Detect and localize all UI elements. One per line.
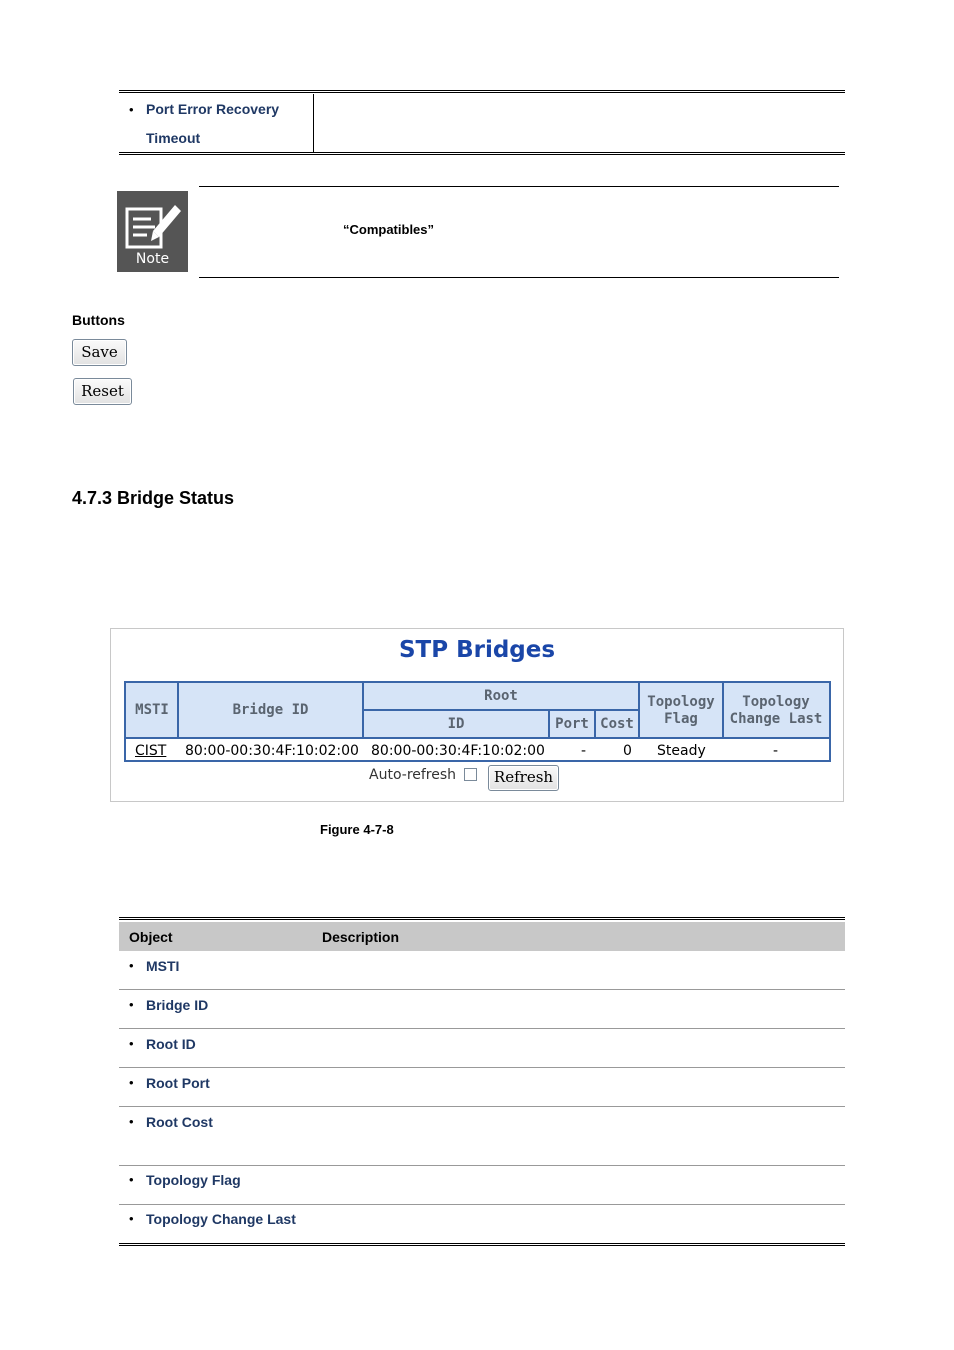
stp-bridges-screenshot	[110, 628, 844, 802]
header-msti: MSTI	[126, 683, 178, 738]
auto-refresh-checkbox[interactable]	[464, 768, 477, 781]
header-topology-flag	[639, 683, 723, 738]
object-root-port: Root Port	[146, 1075, 210, 1091]
grid-line	[548, 710, 550, 738]
bullet: •	[129, 1036, 134, 1051]
object-msti: MSTI	[146, 958, 180, 974]
auto-refresh-label: Auto-refresh	[369, 767, 457, 783]
cell-topology-change-last: -	[773, 743, 779, 759]
section-heading: 4.7.3 Bridge Status	[72, 488, 235, 508]
grid-line	[722, 683, 724, 738]
header-root-port: Port	[549, 710, 595, 738]
object-bridge-id: Bridge ID	[146, 997, 209, 1013]
bullet: •	[129, 1172, 134, 1187]
note-top-rule	[199, 186, 839, 187]
header-root: Root	[363, 683, 639, 710]
header-topology-change-line1: Topology	[742, 693, 810, 710]
grid-line	[177, 683, 179, 738]
column-divider	[313, 94, 314, 152]
stp-bridges-title: STP Bridges	[398, 637, 556, 663]
header-object: Object	[129, 929, 173, 945]
row-separator	[119, 1028, 845, 1029]
table-top-rule	[119, 917, 845, 920]
object-name-line2: Timeout	[146, 130, 201, 146]
cell-root-cost: 0	[623, 743, 632, 759]
object-name-line1: Port Error Recovery	[146, 101, 280, 117]
header-topology-change-line2: Change Last	[729, 710, 823, 727]
table-header	[119, 922, 845, 951]
row-separator	[119, 1067, 845, 1068]
refresh-button[interactable]: Refresh	[488, 765, 559, 791]
row-separator	[119, 1106, 845, 1107]
reset-button[interactable]: Reset	[73, 378, 132, 405]
header-description: Description	[322, 929, 400, 945]
bullet: •	[129, 1075, 134, 1090]
msti-link-cist[interactable]: CIST	[135, 743, 167, 759]
note-icon	[117, 191, 188, 272]
header-topology-flag-line2: Flag	[664, 710, 698, 727]
save-button[interactable]: Save	[72, 339, 127, 366]
note-text: “Compatibles”	[343, 222, 435, 237]
cell-root-id: 80:00-00:30:4F:10:02:00	[371, 743, 545, 759]
stp-bridges-table	[124, 681, 831, 762]
bullet: •	[129, 102, 134, 117]
object-topology-flag: Topology Flag	[146, 1172, 241, 1188]
table-bottom-rule	[119, 152, 845, 155]
table-bottom-rule	[119, 1243, 845, 1246]
header-bridge-id: Bridge ID	[178, 683, 363, 738]
cell-root-port: -	[581, 743, 587, 759]
grid-line	[126, 737, 829, 739]
note-bottom-rule	[199, 277, 839, 278]
note-icon-label: Note	[135, 251, 170, 267]
cell-bridge-id: 80:00-00:30:4F:10:02:00	[185, 743, 359, 759]
figure-caption: Figure 4-7-8	[320, 822, 394, 837]
header-root-id: ID	[363, 710, 549, 738]
row-separator	[119, 1165, 845, 1166]
table-top-rule	[119, 90, 845, 93]
object-root-id: Root ID	[146, 1036, 196, 1052]
bullet: •	[129, 1114, 134, 1129]
grid-line	[594, 710, 596, 738]
grid-line	[363, 709, 639, 711]
header-root-cost: Cost	[595, 710, 639, 738]
object-topology-change-last: Topology Change Last	[146, 1211, 296, 1227]
row-separator	[119, 1204, 845, 1205]
bullet: •	[129, 1211, 134, 1226]
parameter-table-fragment	[119, 90, 845, 156]
buttons-heading: Buttons	[72, 312, 125, 328]
cell-topology-flag: Steady	[657, 743, 706, 759]
bullet: •	[129, 958, 134, 973]
row-separator	[119, 989, 845, 990]
header-topology-change-last	[723, 683, 829, 738]
header-topology-flag-line1: Topology	[647, 693, 715, 710]
object-root-cost: Root Cost	[146, 1114, 213, 1130]
bullet: •	[129, 997, 134, 1012]
